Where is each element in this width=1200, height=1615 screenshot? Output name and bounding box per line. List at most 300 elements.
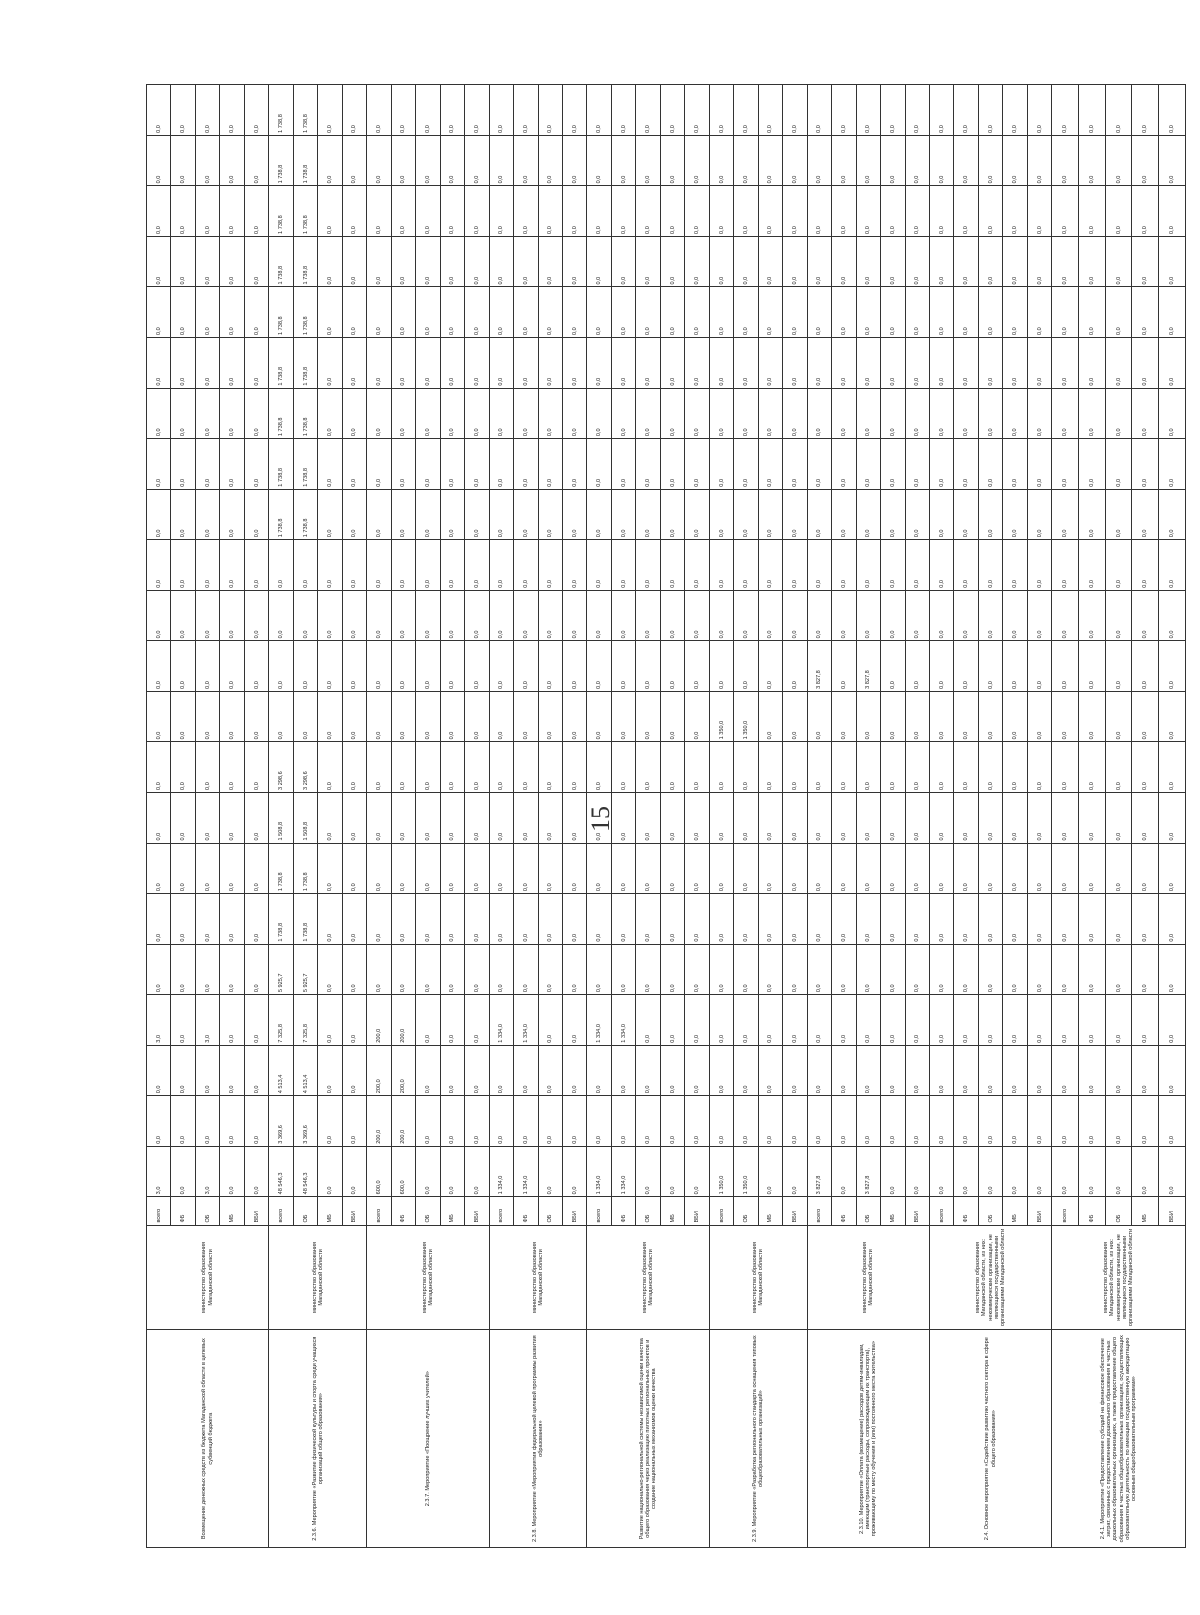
amount-cell: 1 738,8 <box>293 287 317 338</box>
amount-cell: 0,0 <box>1027 590 1051 641</box>
amount-cell: 0,0 <box>440 641 464 692</box>
amount-cell: 0,0 <box>489 186 513 237</box>
amount-cell: 0,0 <box>905 590 929 641</box>
funding-source-cell: МБ <box>440 1197 464 1225</box>
amount-cell: 0,0 <box>587 540 611 591</box>
amount-cell: 0,0 <box>342 236 366 287</box>
amount-cell: 0,0 <box>562 894 586 945</box>
amount-cell: 0,0 <box>954 843 978 894</box>
amount-cell: 0,0 <box>1105 641 1132 692</box>
executor-cell: министерство образования Магаданской области <box>489 1225 587 1330</box>
amount-cell: 0,0 <box>636 135 660 186</box>
amount-cell: 0,0 <box>538 439 562 490</box>
amount-cell: 0,0 <box>465 287 489 338</box>
amount-cell: 0,0 <box>538 388 562 439</box>
amount-cell: 0,0 <box>514 590 538 641</box>
amount-cell: 0,0 <box>220 186 244 237</box>
amount-cell: 0,0 <box>514 944 538 995</box>
amount-cell: 0,0 <box>660 641 684 692</box>
amount-cell: 3,0 <box>147 1146 171 1197</box>
financing-table-body <box>147 85 1186 1548</box>
amount-cell: 0,0 <box>440 691 464 742</box>
amount-cell: 0,0 <box>220 1146 244 1197</box>
amount-cell: 0,0 <box>147 186 171 237</box>
amount-cell: 0,0 <box>1027 135 1051 186</box>
funding-source-cell: МБ <box>660 1197 684 1225</box>
amount-cell: 0,0 <box>856 135 880 186</box>
amount-cell: 0,0 <box>1052 742 1079 793</box>
amount-cell: 0,0 <box>147 338 171 389</box>
amount-cell: 0,0 <box>905 338 929 389</box>
amount-cell: 0,0 <box>660 489 684 540</box>
amount-cell: 200,0 <box>391 1045 415 1096</box>
amount-cell: 0,0 <box>1132 287 1159 338</box>
amount-cell: 0,0 <box>416 287 440 338</box>
table-row <box>489 85 513 1548</box>
amount-cell: 0,0 <box>856 186 880 237</box>
amount-cell: 0,0 <box>881 388 905 439</box>
executor-cell: министерство образования Магаданской области <box>147 1225 269 1330</box>
amount-cell: 0,0 <box>783 186 807 237</box>
amount-cell: 0,0 <box>367 287 391 338</box>
amount-cell: 0,0 <box>856 489 880 540</box>
amount-cell: 0,0 <box>1105 742 1132 793</box>
amount-cell: 0,0 <box>1079 792 1106 843</box>
amount-cell: 0,0 <box>954 894 978 945</box>
amount-cell: 0,0 <box>1132 236 1159 287</box>
funding-source-cell: всего <box>147 1197 171 1225</box>
amount-cell: 0,0 <box>465 894 489 945</box>
amount-cell: 1 738,8 <box>293 135 317 186</box>
amount-cell: 0,0 <box>881 590 905 641</box>
amount-cell: 0,0 <box>367 540 391 591</box>
amount-cell: 0,0 <box>562 792 586 843</box>
amount-cell: 0,0 <box>342 540 366 591</box>
amount-cell: 0,0 <box>195 1096 219 1147</box>
amount-cell: 0,0 <box>856 388 880 439</box>
amount-cell: 0,0 <box>905 641 929 692</box>
funding-source-cell: ОБ <box>416 1197 440 1225</box>
funding-source-cell: ФБ <box>611 1197 635 1225</box>
amount-cell: 0,0 <box>244 388 268 439</box>
amount-cell: 0,0 <box>465 1146 489 1197</box>
amount-cell: 0,0 <box>342 944 366 995</box>
amount-cell: 0,0 <box>758 287 782 338</box>
amount-cell: 0,0 <box>783 590 807 641</box>
amount-cell: 0,0 <box>220 894 244 945</box>
amount-cell: 0,0 <box>905 792 929 843</box>
amount-cell: 0,0 <box>391 489 415 540</box>
amount-cell: 5 925,7 <box>293 944 317 995</box>
amount-cell: 0,0 <box>171 1045 195 1096</box>
amount-cell: 0,0 <box>489 1045 513 1096</box>
amount-cell: 0,0 <box>685 742 709 793</box>
page-number: 15 <box>586 806 615 832</box>
amount-cell: 0,0 <box>1132 792 1159 843</box>
amount-cell: 0,0 <box>147 641 171 692</box>
amount-cell: 0,0 <box>147 590 171 641</box>
amount-cell: 0,0 <box>930 1045 954 1096</box>
activity-title: 2.3.7. Мероприятие «Поощрение лучших учителей» <box>367 1330 489 1548</box>
amount-cell: 0,0 <box>954 641 978 692</box>
amount-cell: 0,0 <box>1003 742 1027 793</box>
amount-cell: 0,0 <box>978 843 1002 894</box>
amount-cell: 0,0 <box>171 135 195 186</box>
amount-cell: 0,0 <box>391 186 415 237</box>
amount-cell: 0,0 <box>1132 85 1159 136</box>
amount-cell: 1 738,8 <box>269 186 293 237</box>
amount-cell: 0,0 <box>1027 287 1051 338</box>
amount-cell: 0,0 <box>978 287 1002 338</box>
amount-cell: 0,0 <box>856 843 880 894</box>
amount-cell: 0,0 <box>562 338 586 389</box>
amount-cell: 4 513,4 <box>293 1045 317 1096</box>
amount-cell: 0,0 <box>636 995 660 1046</box>
amount-cell: 0,0 <box>391 742 415 793</box>
amount-cell: 0,0 <box>1027 338 1051 389</box>
amount-cell: 0,0 <box>514 540 538 591</box>
amount-cell: 0,0 <box>709 338 733 389</box>
amount-cell: 0,0 <box>758 338 782 389</box>
amount-cell: 0,0 <box>171 236 195 287</box>
amount-cell: 0,0 <box>1027 995 1051 1046</box>
amount-cell: 0,0 <box>367 792 391 843</box>
amount-cell: 0,0 <box>1052 489 1079 540</box>
amount-cell: 0,0 <box>1159 1146 1186 1197</box>
amount-cell: 0,0 <box>734 85 758 136</box>
amount-cell: 0,0 <box>220 843 244 894</box>
amount-cell: 0,0 <box>318 338 342 389</box>
amount-cell: 0,0 <box>244 1045 268 1096</box>
amount-cell: 0,0 <box>147 287 171 338</box>
amount-cell: 0,0 <box>1159 641 1186 692</box>
amount-cell: 0,0 <box>318 843 342 894</box>
amount-cell: 0,0 <box>758 1045 782 1096</box>
amount-cell: 0,0 <box>807 135 831 186</box>
amount-cell: 0,0 <box>1027 388 1051 439</box>
amount-cell: 0,0 <box>832 792 856 843</box>
amount-cell: 0,0 <box>220 388 244 439</box>
amount-cell: 0,0 <box>147 944 171 995</box>
amount-cell: 0,0 <box>367 742 391 793</box>
amount-cell: 0,0 <box>978 85 1002 136</box>
amount-cell: 0,0 <box>1132 439 1159 490</box>
amount-cell: 0,0 <box>220 1096 244 1147</box>
amount-cell: 0,0 <box>538 1045 562 1096</box>
amount-cell: 0,0 <box>391 135 415 186</box>
amount-cell: 0,0 <box>660 1096 684 1147</box>
amount-cell: 0,0 <box>1105 540 1132 591</box>
amount-cell: 0,0 <box>881 1146 905 1197</box>
amount-cell: 0,0 <box>220 85 244 136</box>
amount-cell: 0,0 <box>856 287 880 338</box>
amount-cell: 0,0 <box>587 135 611 186</box>
amount-cell: 0,0 <box>1003 1096 1027 1147</box>
amount-cell: 0,0 <box>514 691 538 742</box>
amount-cell: 0,0 <box>709 135 733 186</box>
amount-cell: 0,0 <box>147 691 171 742</box>
amount-cell: 7 325,8 <box>293 995 317 1046</box>
amount-cell: 0,0 <box>318 1045 342 1096</box>
amount-cell: 0,0 <box>1159 894 1186 945</box>
amount-cell: 0,0 <box>587 439 611 490</box>
amount-cell: 0,0 <box>734 843 758 894</box>
amount-cell: 0,0 <box>1003 641 1027 692</box>
amount-cell: 0,0 <box>881 944 905 995</box>
amount-cell: 0,0 <box>660 540 684 591</box>
amount-cell: 0,0 <box>978 540 1002 591</box>
amount-cell: 0,0 <box>587 1045 611 1096</box>
amount-cell: 0,0 <box>758 439 782 490</box>
funding-source-cell: ВБИ <box>685 1197 709 1225</box>
amount-cell: 0,0 <box>1003 944 1027 995</box>
amount-cell: 0,0 <box>758 236 782 287</box>
amount-cell: 0,0 <box>709 287 733 338</box>
amount-cell: 0,0 <box>660 388 684 439</box>
amount-cell: 0,0 <box>978 489 1002 540</box>
amount-cell: 0,0 <box>734 1096 758 1147</box>
amount-cell: 0,0 <box>171 540 195 591</box>
amount-cell: 0,0 <box>147 1096 171 1147</box>
amount-cell: 0,0 <box>1159 995 1186 1046</box>
amount-cell: 0,0 <box>440 135 464 186</box>
amount-cell: 0,0 <box>489 792 513 843</box>
amount-cell: 0,0 <box>783 843 807 894</box>
amount-cell: 3,0 <box>195 1146 219 1197</box>
amount-cell: 0,0 <box>1003 439 1027 490</box>
amount-cell: 0,0 <box>881 742 905 793</box>
funding-source-cell: ВБИ <box>1159 1197 1186 1225</box>
amount-cell: 0,0 <box>660 590 684 641</box>
amount-cell: 0,0 <box>881 439 905 490</box>
amount-cell: 0,0 <box>611 135 635 186</box>
amount-cell: 0,0 <box>587 843 611 894</box>
amount-cell: 0,0 <box>1079 186 1106 237</box>
amount-cell: 0,0 <box>1079 1096 1106 1147</box>
amount-cell: 0,0 <box>1027 792 1051 843</box>
amount-cell: 0,0 <box>538 792 562 843</box>
amount-cell: 0,0 <box>954 186 978 237</box>
amount-cell: 0,0 <box>318 439 342 490</box>
amount-cell: 0,0 <box>367 691 391 742</box>
amount-cell: 0,0 <box>930 85 954 136</box>
amount-cell: 0,0 <box>685 691 709 742</box>
amount-cell: 0,0 <box>440 338 464 389</box>
amount-cell: 0,0 <box>734 641 758 692</box>
amount-cell: 0,0 <box>734 186 758 237</box>
amount-cell: 0,0 <box>538 742 562 793</box>
amount-cell: 0,0 <box>318 944 342 995</box>
amount-cell: 0,0 <box>978 1146 1002 1197</box>
amount-cell: 0,0 <box>440 388 464 439</box>
amount-cell: 0,0 <box>685 641 709 692</box>
amount-cell: 1 334,0 <box>611 995 635 1046</box>
amount-cell: 0,0 <box>660 691 684 742</box>
amount-cell: 0,0 <box>318 489 342 540</box>
amount-cell: 0,0 <box>587 85 611 136</box>
amount-cell: 0,0 <box>514 287 538 338</box>
funding-source-cell: ОБ <box>856 1197 880 1225</box>
amount-cell: 0,0 <box>685 338 709 389</box>
amount-cell: 0,0 <box>171 1096 195 1147</box>
amount-cell: 0,0 <box>342 388 366 439</box>
activity-title: 2.4. Основное мероприятие «Содействие развитию частного сектора в сфере общего образования» <box>930 1330 1052 1548</box>
amount-cell: 0,0 <box>465 388 489 439</box>
amount-cell: 0,0 <box>171 489 195 540</box>
amount-cell: 0,0 <box>1159 1045 1186 1096</box>
amount-cell: 0,0 <box>807 742 831 793</box>
amount-cell: 0,0 <box>1079 1045 1106 1096</box>
amount-cell: 0,0 <box>636 388 660 439</box>
amount-cell: 0,0 <box>587 236 611 287</box>
amount-cell: 0,0 <box>1052 236 1079 287</box>
amount-cell: 0,0 <box>856 236 880 287</box>
amount-cell: 0,0 <box>905 186 929 237</box>
amount-cell: 0,0 <box>807 590 831 641</box>
amount-cell: 0,0 <box>709 1096 733 1147</box>
amount-cell: 0,0 <box>220 135 244 186</box>
amount-cell: 0,0 <box>807 792 831 843</box>
amount-cell: 0,0 <box>1003 85 1027 136</box>
amount-cell: 0,0 <box>783 742 807 793</box>
amount-cell: 0,0 <box>905 1096 929 1147</box>
amount-cell: 0,0 <box>514 388 538 439</box>
amount-cell: 0,0 <box>905 1146 929 1197</box>
amount-cell: 0,0 <box>195 439 219 490</box>
table-row <box>147 85 171 1548</box>
amount-cell: 0,0 <box>758 540 782 591</box>
amount-cell: 0,0 <box>734 540 758 591</box>
amount-cell: 0,0 <box>685 995 709 1046</box>
amount-cell: 0,0 <box>489 135 513 186</box>
executor-cell: министерство образования Магаданской области, из них: некоммерческие организации, не являющиеся государственными организациями Магаданской области <box>930 1225 1052 1330</box>
amount-cell: 0,0 <box>709 439 733 490</box>
amount-cell: 0,0 <box>930 338 954 389</box>
amount-cell: 3 827,8 <box>856 1146 880 1197</box>
amount-cell: 0,0 <box>783 85 807 136</box>
amount-cell: 0,0 <box>367 843 391 894</box>
amount-cell: 0,0 <box>611 388 635 439</box>
amount-cell: 0,0 <box>636 894 660 945</box>
amount-cell: 0,0 <box>978 894 1002 945</box>
amount-cell: 0,0 <box>391 439 415 490</box>
amount-cell: 0,0 <box>514 792 538 843</box>
amount-cell: 0,0 <box>709 489 733 540</box>
funding-source-cell: ФБ <box>391 1197 415 1225</box>
amount-cell: 0,0 <box>734 894 758 945</box>
funding-source-cell: всего <box>1052 1197 1079 1225</box>
amount-cell: 0,0 <box>465 742 489 793</box>
amount-cell: 0,0 <box>391 236 415 287</box>
amount-cell: 0,0 <box>587 742 611 793</box>
amount-cell: 0,0 <box>660 792 684 843</box>
amount-cell: 1 334,0 <box>489 995 513 1046</box>
amount-cell: 0,0 <box>562 691 586 742</box>
amount-cell: 0,0 <box>342 338 366 389</box>
amount-cell: 0,0 <box>342 894 366 945</box>
amount-cell: 0,0 <box>416 944 440 995</box>
amount-cell: 0,0 <box>611 1045 635 1096</box>
amount-cell: 0,0 <box>1105 186 1132 237</box>
amount-cell: 0,0 <box>709 590 733 641</box>
amount-cell: 0,0 <box>636 590 660 641</box>
amount-cell: 0,0 <box>391 540 415 591</box>
amount-cell: 0,0 <box>416 186 440 237</box>
amount-cell: 0,0 <box>1079 894 1106 945</box>
amount-cell: 0,0 <box>685 135 709 186</box>
amount-cell: 0,0 <box>416 135 440 186</box>
amount-cell: 0,0 <box>905 995 929 1046</box>
amount-cell: 0,0 <box>391 944 415 995</box>
amount-cell: 0,0 <box>1105 691 1132 742</box>
amount-cell: 0,0 <box>1027 691 1051 742</box>
amount-cell: 0,0 <box>171 691 195 742</box>
funding-source-cell: всего <box>269 1197 293 1225</box>
amount-cell: 0,0 <box>1105 85 1132 136</box>
amount-cell: 0,0 <box>1027 236 1051 287</box>
amount-cell: 0,0 <box>1105 590 1132 641</box>
funding-source-cell: ВБИ <box>244 1197 268 1225</box>
table-row <box>1052 85 1079 1548</box>
amount-cell: 0,0 <box>734 944 758 995</box>
amount-cell: 0,0 <box>881 995 905 1046</box>
amount-cell: 0,0 <box>1079 944 1106 995</box>
amount-cell: 0,0 <box>832 540 856 591</box>
amount-cell: 0,0 <box>954 1146 978 1197</box>
activity-title: Возмещение денежных средств из бюджета Магаданской области в целевых субвенций бюджета <box>147 1330 269 1548</box>
amount-cell: 0,0 <box>220 590 244 641</box>
amount-cell: 0,0 <box>660 287 684 338</box>
amount-cell: 0,0 <box>538 641 562 692</box>
amount-cell: 0,0 <box>1105 944 1132 995</box>
amount-cell: 0,0 <box>709 995 733 1046</box>
amount-cell: 0,0 <box>881 894 905 945</box>
table-row <box>709 85 733 1548</box>
funding-source-cell: ФБ <box>954 1197 978 1225</box>
amount-cell: 0,0 <box>709 236 733 287</box>
amount-cell: 0,0 <box>489 894 513 945</box>
amount-cell: 0,0 <box>1003 843 1027 894</box>
amount-cell: 0,0 <box>465 186 489 237</box>
amount-cell: 0,0 <box>758 995 782 1046</box>
amount-cell: 1 350,0 <box>709 1146 733 1197</box>
amount-cell: 0,0 <box>709 843 733 894</box>
amount-cell: 0,0 <box>978 590 1002 641</box>
amount-cell: 0,0 <box>367 894 391 945</box>
amount-cell: 0,0 <box>807 1096 831 1147</box>
amount-cell: 0,0 <box>660 944 684 995</box>
amount-cell: 0,0 <box>416 641 440 692</box>
amount-cell: 0,0 <box>391 792 415 843</box>
amount-cell: 0,0 <box>195 186 219 237</box>
amount-cell: 0,0 <box>930 742 954 793</box>
activity-title: Развитие национально-региональной системы независимой оценки качества общего образования через реализацию пилотных региональных проектов и создание национальных механизмов оценки качества <box>587 1330 709 1548</box>
amount-cell: 0,0 <box>171 85 195 136</box>
amount-cell: 0,0 <box>440 186 464 237</box>
amount-cell: 0,0 <box>1052 843 1079 894</box>
amount-cell: 0,0 <box>709 388 733 439</box>
amount-cell: 0,0 <box>1105 792 1132 843</box>
amount-cell: 0,0 <box>832 135 856 186</box>
amount-cell: 0,0 <box>538 236 562 287</box>
amount-cell: 0,0 <box>244 287 268 338</box>
amount-cell: 0,0 <box>1159 540 1186 591</box>
amount-cell: 0,0 <box>538 590 562 641</box>
amount-cell: 0,0 <box>269 540 293 591</box>
amount-cell: 0,0 <box>1159 843 1186 894</box>
amount-cell: 0,0 <box>881 186 905 237</box>
amount-cell: 0,0 <box>342 439 366 490</box>
